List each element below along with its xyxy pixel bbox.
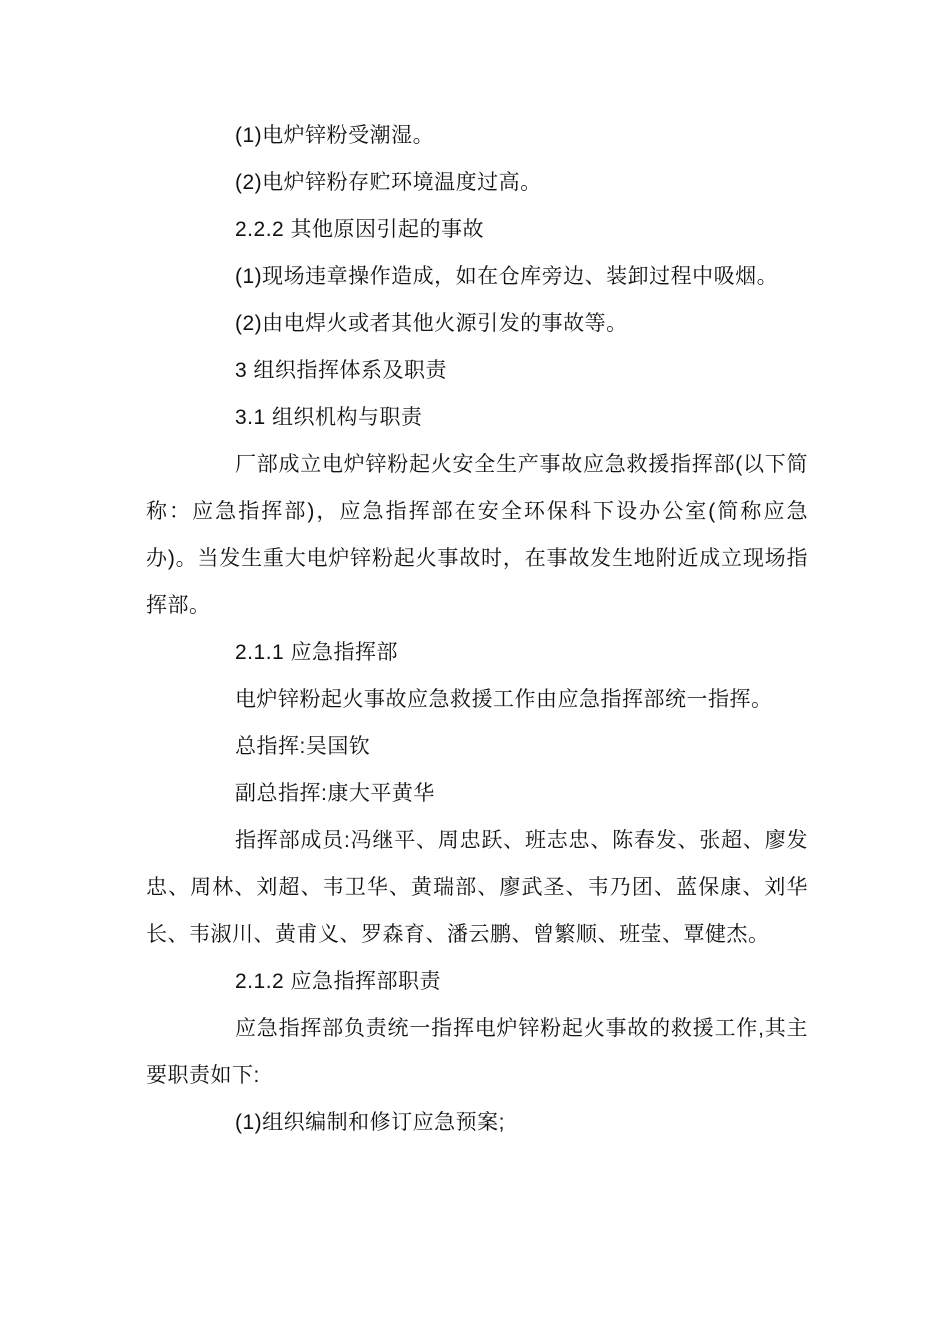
paragraph-8: (1)组织编制和修订应急预案; <box>235 1111 505 1134</box>
section-heading-2-2-2: 2.2.2 其他原因引起的事故 <box>235 218 485 241</box>
commander-line: 总指挥:吴国钦 <box>235 735 371 758</box>
paragraph-1: (1)电炉锌粉受潮湿。 <box>235 124 435 147</box>
paragraph-4: (2)由电焊火或者其他火源引发的事故等。 <box>235 312 628 335</box>
section-heading-2-1-2: 2.1.2 应急指挥部职责 <box>235 970 442 993</box>
paragraph-7: 应急指挥部负责统一指挥电炉锌粉起火事故的救援工作,其主要职责如下: <box>146 1017 808 1087</box>
deputy-commander-line: 副总指挥:康大平黄华 <box>235 782 435 805</box>
paragraph-6: 电炉锌粉起火事故应急救援工作由应急指挥部统一指挥。 <box>235 688 773 711</box>
paragraph-5: 厂部成立电炉锌粉起火安全生产事故应急救援指挥部(以下简称：应急指挥部)，应急指挥部在安全环保科下设办公室(简称应急办)。当发生重大电炉锌粉起火事故时，在事故发生地附近成立现场指挥部。 <box>146 453 808 617</box>
members-paragraph: 指挥部成员:冯继平、周忠跃、班志忠、陈春发、张超、廖发忠、周林、刘超、韦卫华、黄瑞部、廖武圣、韦乃团、蓝保康、刘华长、韦淑川、黄甫义、罗森育、潘云鹏、曾繁顺、班莹、覃健杰。 <box>146 829 808 946</box>
section-heading-3-1: 3.1 组织机构与职责 <box>235 406 423 429</box>
section-heading-3: 3 组织指挥体系及职责 <box>235 359 448 382</box>
paragraph-2: (2)电炉锌粉存贮环境温度过高。 <box>235 171 542 194</box>
document-body <box>146 112 808 1146</box>
paragraph-3: (1)现场违章操作造成，如在仓库旁边、装卸过程中吸烟。 <box>235 265 779 288</box>
section-heading-2-1-1: 2.1.1 应急指挥部 <box>235 641 399 664</box>
